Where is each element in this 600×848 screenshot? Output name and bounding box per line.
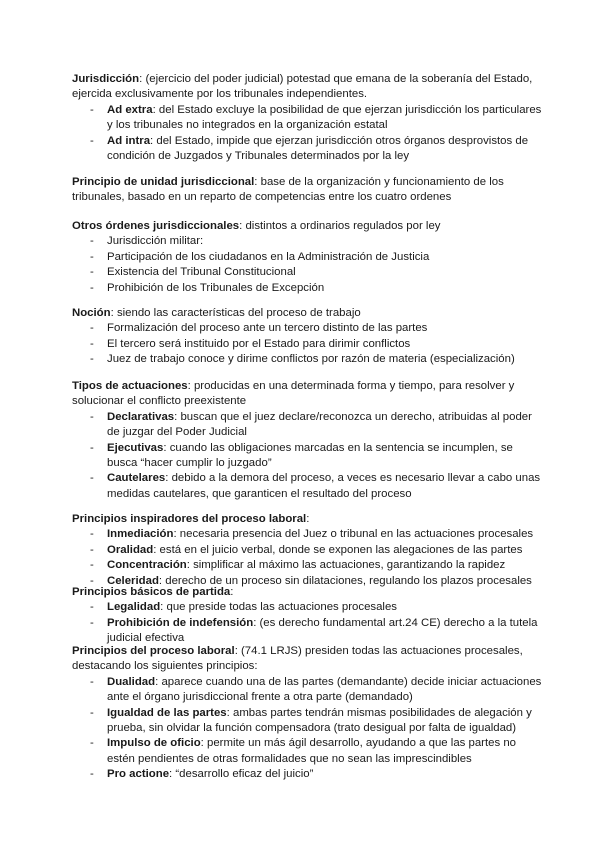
section-unidad-jurisdiccional	[72, 175, 542, 206]
paragraph: Noción: siendo las características del proceso de trabajo	[72, 307, 361, 319]
section-nocion	[72, 306, 542, 368]
list-item: - Prohibición de los Tribunales de Excepción	[90, 281, 325, 294]
list-item: - Ejecutivas: cuando las obligaciones marcadas en la sentencia se incumplen, se busca “hacer cumplir lo juzgado”	[90, 441, 513, 470]
list-item: - Ad extra: del Estado excluye la posibilidad de que ejerzan jurisdicción los particulares y los tribunales no integrados en la organización estatal	[90, 103, 542, 132]
paragraph: Principios básicos de partida:	[72, 586, 234, 598]
list-item: - Prohibición de indefensión: (es derecho fundamental art.24 CE) derecho a la tutela judicial efectiva	[90, 616, 538, 645]
bullet-list	[72, 527, 542, 589]
bullet-list	[72, 410, 542, 502]
paragraph: Otros órdenes jurisdiccionales: distintos a ordinarios regulados por ley	[72, 220, 441, 232]
paragraph: Principio de unidad jurisdiccional: base de la organización y funcionamiento de los tribunales, basado en un reparto de competencias entre los cuatro ordenes	[72, 176, 504, 204]
section-principios-proceso-laboral	[72, 644, 542, 783]
list-item: - Participación de los ciudadanos en la Administración de Justicia	[90, 250, 430, 263]
list-item: - Formalización del proceso ante un tercero distinto de las partes	[90, 322, 428, 335]
list-item: - Cautelares: debido a la demora del proceso, a veces es necesario llevar a cabo unas medidas cautelares, que garanticen el resultado del proceso	[90, 472, 541, 500]
list-item: - Igualdad de las partes: ambas partes tendrán mismas posibilidades de alegación y prueba, sin olvidar la función compensadora (trato desigual por falta de igualdad)	[90, 706, 532, 735]
paragraph: Principios del proceso laboral: (74.1 LRJS) presiden todas las actuaciones procesales, destacando los siguientes principios:	[72, 645, 523, 673]
paragraph: Jurisdicción: (ejercicio del poder judicial) potestad que emana de la soberanía del Estado, ejercida exclusivamente por los tribunales independientes.	[72, 73, 533, 101]
paragraph: Principios inspiradores del proceso laboral:	[72, 513, 310, 525]
list-item: - Celeridad: derecho de un proceso sin dilataciones, regulando los plazos procesales	[90, 574, 532, 587]
section-principios-inspiradores	[72, 512, 542, 589]
section-principios-basicos	[72, 585, 542, 647]
section-otros-ordenes	[72, 219, 542, 296]
bullet-list	[72, 234, 542, 296]
list-item: - Dualidad: aparece cuando una de las partes (demandante) decide iniciar actuaciones ante el órgano jurisdiccional frente a otra parte (demandado)	[90, 675, 542, 704]
bullet-list	[72, 600, 542, 646]
list-item: - Juez de trabajo conoce y dirime conflictos por razón de materia (especialización)	[90, 353, 515, 366]
list-item: - Inmediación: necesaria presencia del Juez o tribunal en las actuaciones procesales	[90, 528, 534, 541]
paragraph: Tipos de actuaciones: producidas en una determinada forma y tiempo, para resolver y solucionar el conflicto preexistente	[72, 380, 515, 408]
list-item: - Concentración: simplificar al máximo las actuaciones, garantizando la rapidez	[90, 559, 506, 572]
bullet-list	[72, 103, 542, 165]
list-item: - Legalidad: que preside todas las actuaciones procesales	[90, 601, 397, 614]
section-tipos-actuaciones	[72, 379, 542, 502]
list-item: - Declarativas: buscan que el juez declare/reconozca un derecho, atribuidas al poder de juzgar del Poder Judicial	[90, 410, 532, 439]
list-item: - Existencia del Tribunal Constitucional	[90, 266, 296, 279]
bullet-list	[72, 321, 542, 367]
bullet-list	[72, 675, 542, 783]
list-item: - Oralidad: está en el juicio verbal, donde se exponen las alegaciones de las partes	[90, 543, 523, 556]
list-item: - Pro actione: “desarrollo eficaz del juicio”	[90, 768, 314, 781]
list-item: - El tercero será instituido por el Estado para dirimir conflictos	[90, 337, 411, 350]
section-jurisdiccion	[72, 72, 542, 164]
list-item: - Impulso de oficio: permite un más ágil desarrollo, ayudando a que las partes no estén pendientes de otras formalidades que no sean las imprescindibles	[90, 737, 517, 765]
list-item: - Ad intra: del Estado, impide que ejerzan jurisdicción otros órganos desprovistos de condición de Juzgados y Tribunales determinados por la ley	[90, 134, 529, 163]
list-item: - Jurisdicción militar:	[90, 235, 204, 248]
